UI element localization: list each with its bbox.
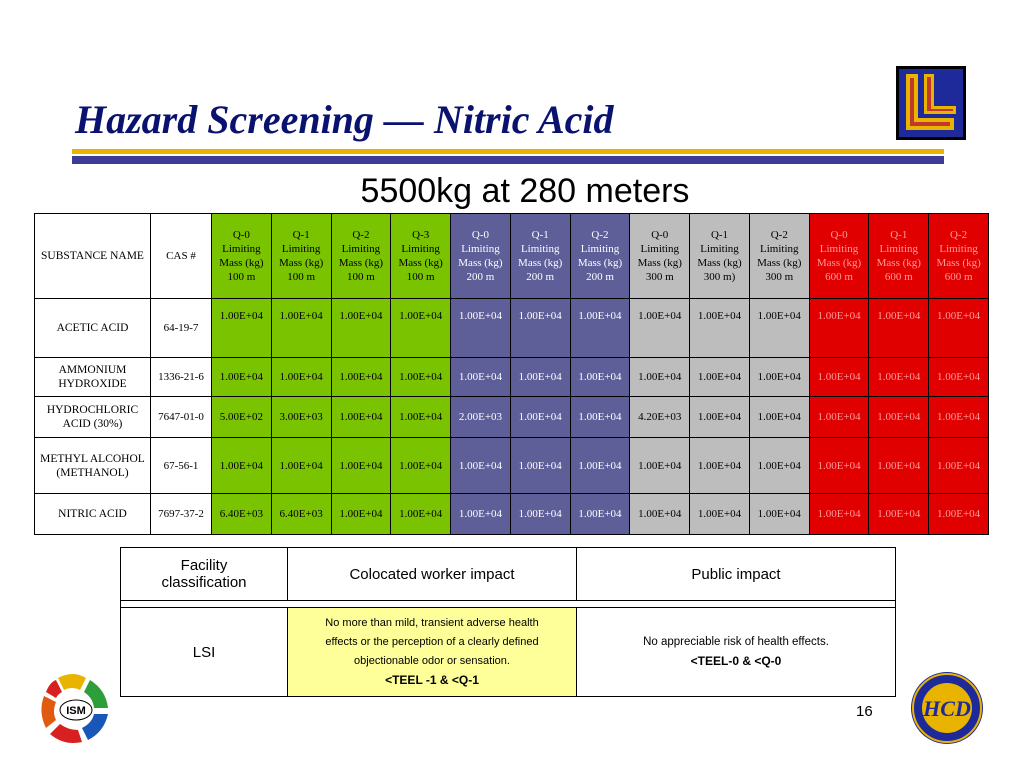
- limiting-mass-cell: 1.00E+04: [451, 494, 511, 535]
- limiting-mass-cell: 1.00E+04: [391, 438, 451, 494]
- substance-name-cell: [35, 299, 151, 358]
- column-header-dist: 100 m: [406, 271, 435, 283]
- hcd-logo-text: HCD: [923, 696, 971, 721]
- limiting-mass-cell: 4.20E+03: [630, 397, 690, 438]
- limiting-mass-cell: 1.00E+04: [391, 299, 451, 358]
- limiting-mass-cell: 1.00E+04: [749, 299, 809, 358]
- limiting-mass-cell: 1.00E+04: [510, 358, 570, 397]
- column-header-dist: 200 m: [586, 271, 614, 283]
- worker-impact-line2: effects or the perception of a clearly defined: [325, 635, 539, 648]
- column-header-line1: Limiting: [819, 243, 859, 255]
- column-header: [212, 214, 272, 299]
- limiting-mass-cell: 1.00E+04: [212, 358, 272, 397]
- column-header-q: Q-0: [232, 229, 250, 241]
- worker-impact-header: Colocated worker impact: [288, 548, 577, 601]
- facility-header-line2: classification: [161, 574, 247, 591]
- cas-number: 67-56-1: [151, 438, 212, 494]
- table-row: [35, 358, 989, 397]
- column-header: [570, 214, 630, 299]
- substance-name: HYDROCHLORIC: [46, 404, 139, 416]
- limiting-mass-cell: 1.00E+04: [869, 299, 929, 358]
- limiting-mass-cell: 1.00E+04: [391, 397, 451, 438]
- limiting-mass-cell: 2.00E+03: [451, 397, 511, 438]
- substance-name-cell: [35, 494, 151, 535]
- limiting-mass-cell: 1.00E+04: [869, 358, 929, 397]
- substance-name: METHYL ALCOHOL: [40, 452, 145, 465]
- facility-header-cell: [121, 548, 288, 601]
- substance-name: ACID (30%): [62, 418, 123, 430]
- ism-logo-text: ISM: [66, 705, 86, 717]
- column-header-line2: Mass (kg): [338, 257, 384, 269]
- facility-header-line1: Facility: [180, 557, 228, 574]
- column-header-q: Q-2: [352, 229, 370, 241]
- column-header: [331, 214, 391, 299]
- column-header-q: Q-2: [950, 229, 968, 241]
- title-rule-gold: [72, 149, 944, 154]
- column-header-line2: Mass (kg): [637, 257, 682, 269]
- column-header-dist: 600 m: [884, 271, 913, 283]
- column-header-line2: Mass (kg): [577, 257, 623, 269]
- column-header-line1: Limiting: [281, 243, 321, 255]
- limiting-mass-cell: 1.00E+04: [929, 438, 989, 494]
- classification-lsi: LSI: [121, 608, 288, 697]
- column-header-line2: Mass (kg): [876, 257, 921, 269]
- ll-logo-icon: [896, 66, 966, 140]
- limiting-mass-cell: 1.00E+04: [869, 438, 929, 494]
- substance-name: (METHANOL): [56, 466, 129, 479]
- limiting-mass-cell: 1.00E+04: [690, 438, 750, 494]
- table-row: [35, 438, 989, 494]
- limiting-mass-cell: 1.00E+04: [510, 494, 570, 535]
- slide-subtitle: 5500kg at 280 meters: [360, 172, 690, 210]
- substance-name: NITRIC ACID: [58, 508, 127, 520]
- limiting-mass-cell: 1.00E+04: [809, 438, 869, 494]
- limiting-mass-cell: 1.00E+04: [570, 299, 630, 358]
- column-header-line2: Mass (kg): [278, 257, 324, 269]
- substance-name: HYDROXIDE: [58, 378, 127, 390]
- column-header-line2: Mass (kg): [458, 257, 503, 269]
- column-header-line1: Limiting: [640, 243, 679, 255]
- limiting-mass-cell: 1.00E+04: [451, 299, 511, 358]
- limiting-mass-cell: 1.00E+04: [749, 358, 809, 397]
- public-threshold: <TEEL-0 & <Q-0: [690, 653, 782, 668]
- limiting-mass-cell: 1.00E+04: [929, 397, 989, 438]
- limiting-mass-cell: 1.00E+04: [690, 299, 750, 358]
- limiting-mass-cell: 1.00E+04: [271, 438, 331, 494]
- substance-name-header: SUBSTANCE NAME: [35, 214, 151, 299]
- column-header-q: Q-0: [830, 229, 848, 241]
- cas-number: 64-19-7: [151, 299, 212, 358]
- column-header-line2: Mass (kg): [757, 257, 802, 269]
- substance-name: AMMONIUM: [58, 364, 127, 376]
- column-header-dist: 100 m: [347, 271, 375, 283]
- cas-header: CAS #: [151, 214, 212, 299]
- column-header-line1: Limiting: [401, 243, 440, 255]
- substance-name-cell: [35, 438, 151, 494]
- title-rule-blue: [72, 156, 944, 164]
- ism-logo-icon: [38, 668, 116, 746]
- column-header-line1: Limiting: [760, 243, 799, 255]
- limiting-mass-cell: 1.00E+04: [809, 299, 869, 358]
- limiting-mass-cell: 1.00E+04: [331, 358, 391, 397]
- column-header: [271, 214, 331, 299]
- column-header-line1: Limiting: [700, 243, 739, 255]
- column-header-dist: 200 m: [526, 271, 555, 283]
- cas-number: 7647-01-0: [151, 397, 212, 438]
- limiting-mass-cell: 1.00E+04: [212, 438, 272, 494]
- limiting-mass-cell: 1.00E+04: [510, 438, 570, 494]
- column-header-line2: Mass (kg): [697, 257, 742, 269]
- limiting-mass-cell: 1.00E+04: [331, 397, 391, 438]
- public-impact-cell: [577, 608, 896, 697]
- limiting-mass-cell: 1.00E+04: [271, 358, 331, 397]
- table-header-row: [35, 214, 989, 299]
- limiting-mass-cell: 1.00E+04: [690, 494, 750, 535]
- hazard-screening-table: [34, 213, 989, 535]
- column-header-line1: Limiting: [461, 243, 500, 255]
- column-header: [451, 214, 511, 299]
- column-header-line1: Limiting: [879, 243, 919, 255]
- column-header-dist: 300 m: [765, 271, 794, 283]
- public-impact-line: No appreciable risk of health effects.: [643, 635, 829, 648]
- limiting-mass-cell: 1.00E+04: [510, 397, 570, 438]
- slide-title: Hazard Screening — Nitric Acid: [75, 97, 614, 142]
- facility-classification-table: [120, 547, 896, 697]
- worker-impact-cell: [288, 608, 577, 697]
- hcd-logo-icon: [908, 670, 986, 746]
- limiting-mass-cell: 1.00E+04: [690, 397, 750, 438]
- column-header-line2: Mass (kg): [398, 257, 443, 269]
- column-header-line2: Mass (kg): [219, 257, 264, 269]
- limiting-mass-cell: 1.00E+04: [331, 438, 391, 494]
- column-header-q: Q-1: [292, 229, 310, 241]
- substance-name-cell: [35, 358, 151, 397]
- column-header: [510, 214, 570, 299]
- limiting-mass-cell: 1.00E+04: [331, 299, 391, 358]
- column-header: [391, 214, 451, 299]
- column-header-dist: 100 m: [287, 271, 316, 283]
- column-header-line1: Limiting: [939, 243, 978, 255]
- substance-name: ACETIC ACID: [56, 322, 129, 334]
- column-header-line1: Limiting: [222, 243, 261, 255]
- column-header: [929, 214, 989, 299]
- column-header-q: Q-0: [651, 229, 669, 241]
- column-header-line2: Mass (kg): [518, 257, 563, 269]
- limiting-mass-cell: 1.00E+04: [510, 299, 570, 358]
- column-header-q: Q-0: [471, 229, 489, 241]
- limiting-mass-cell: 1.00E+04: [929, 494, 989, 535]
- column-header-q: Q-3: [412, 229, 430, 241]
- limiting-mass-cell: 1.00E+04: [929, 299, 989, 358]
- limiting-mass-cell: 1.00E+04: [809, 358, 869, 397]
- column-header-dist: 300 m): [703, 271, 736, 283]
- column-header: [869, 214, 929, 299]
- limiting-mass-cell: 1.00E+04: [630, 299, 690, 358]
- limiting-mass-cell: 1.00E+04: [630, 438, 690, 494]
- limiting-mass-cell: 1.00E+04: [869, 494, 929, 535]
- column-header: [690, 214, 750, 299]
- table-row: [35, 299, 989, 358]
- limiting-mass-cell: 1.00E+04: [749, 438, 809, 494]
- column-header-line1: Limiting: [580, 243, 620, 255]
- limiting-mass-cell: 5.00E+02: [212, 397, 272, 438]
- column-header-dist: 100 m: [227, 271, 256, 283]
- limiting-mass-cell: 1.00E+04: [690, 358, 750, 397]
- cas-number: 1336-21-6: [151, 358, 212, 397]
- limiting-mass-cell: 1.00E+04: [570, 397, 630, 438]
- column-header-q: Q-1: [531, 229, 549, 241]
- substance-name-cell: [35, 397, 151, 438]
- limiting-mass-cell: 1.00E+04: [212, 299, 272, 358]
- limiting-mass-cell: 6.40E+03: [212, 494, 272, 535]
- column-header: [809, 214, 869, 299]
- column-header-line1: Limiting: [341, 243, 381, 255]
- column-header-dist: 600 m: [944, 271, 973, 283]
- limiting-mass-cell: 1.00E+04: [570, 358, 630, 397]
- limiting-mass-cell: 1.00E+04: [630, 494, 690, 535]
- column-header: [749, 214, 809, 299]
- column-header-line2: Mass (kg): [816, 257, 862, 269]
- column-header-dist: 600 m: [825, 271, 853, 283]
- column-header-dist: 200 m: [466, 271, 495, 283]
- worker-impact-line1: No more than mild, transient adverse health: [325, 616, 539, 629]
- limiting-mass-cell: 1.00E+04: [929, 358, 989, 397]
- limiting-mass-cell: 1.00E+04: [570, 438, 630, 494]
- limiting-mass-cell: 3.00E+03: [271, 397, 331, 438]
- column-header-q: Q-1: [890, 229, 908, 241]
- limiting-mass-cell: 1.00E+04: [331, 494, 391, 535]
- page-number: 16: [856, 703, 873, 720]
- worker-threshold: <TEEL -1 & <Q-1: [385, 672, 479, 687]
- worker-impact-line3: objectionable odor or sensation.: [354, 654, 510, 667]
- limiting-mass-cell: 1.00E+04: [271, 299, 331, 358]
- column-header-line1: Limiting: [520, 243, 560, 255]
- limiting-mass-cell: 1.00E+04: [451, 438, 511, 494]
- cas-number: 7697-37-2: [151, 494, 212, 535]
- limiting-mass-cell: 1.00E+04: [869, 397, 929, 438]
- limiting-mass-cell: 6.40E+03: [271, 494, 331, 535]
- limiting-mass-cell: 1.00E+04: [391, 494, 451, 535]
- table-row: [35, 494, 989, 535]
- limiting-mass-cell: 1.00E+04: [749, 494, 809, 535]
- table-row: [35, 397, 989, 438]
- limiting-mass-cell: 1.00E+04: [749, 397, 809, 438]
- limiting-mass-cell: 1.00E+04: [809, 494, 869, 535]
- public-impact-header: Public impact: [577, 548, 896, 601]
- column-header-line2: Mass (kg): [936, 257, 981, 269]
- limiting-mass-cell: 1.00E+04: [451, 358, 511, 397]
- column-header-q: Q-1: [710, 229, 729, 241]
- limiting-mass-cell: 1.00E+04: [391, 358, 451, 397]
- column-header-q: Q-2: [591, 229, 609, 241]
- column-header: [630, 214, 690, 299]
- limiting-mass-cell: 1.00E+04: [630, 358, 690, 397]
- column-header-dist: 300 m: [645, 271, 674, 283]
- limiting-mass-cell: 1.00E+04: [809, 397, 869, 438]
- column-header-q: Q-2: [770, 229, 788, 241]
- limiting-mass-cell: 1.00E+04: [570, 494, 630, 535]
